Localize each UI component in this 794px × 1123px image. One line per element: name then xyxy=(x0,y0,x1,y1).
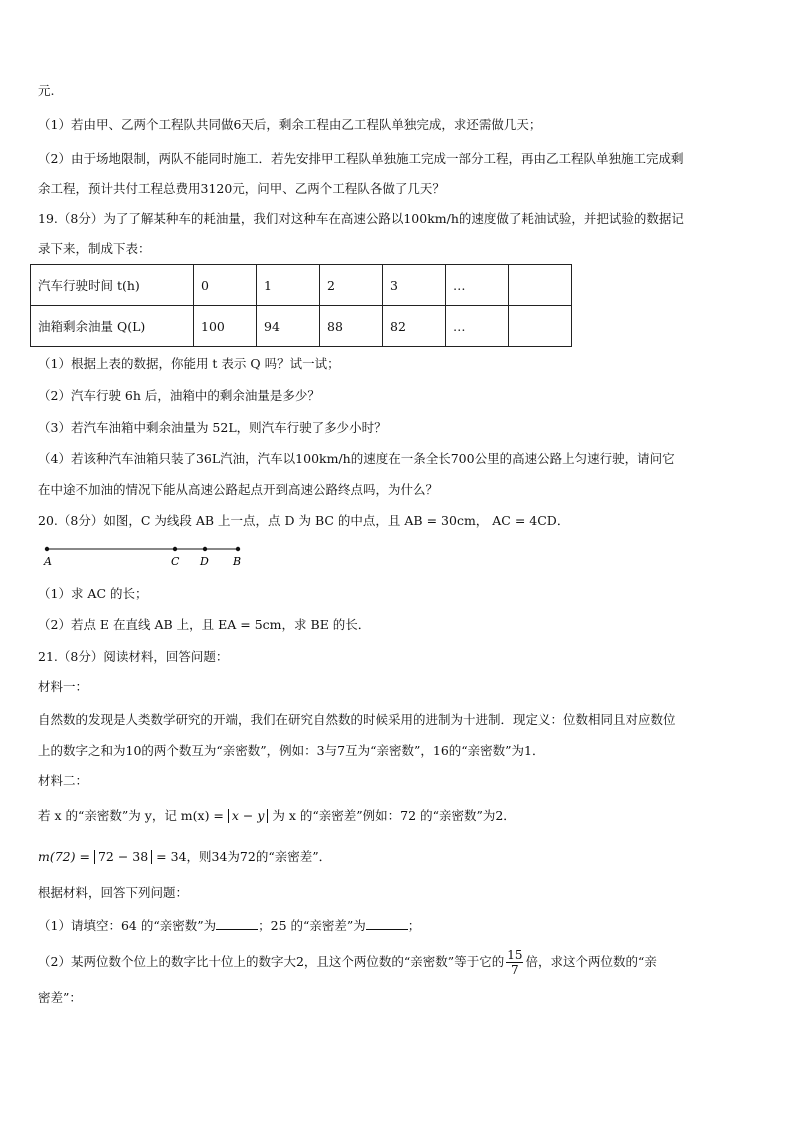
fraction-numerator: 15 xyxy=(507,948,523,962)
table-cell: 1 xyxy=(257,265,320,306)
q19-sub2: （2）汽车行驶 6h 后，油箱中的剩余油量是多少？ xyxy=(38,388,320,403)
table-cell: 88 xyxy=(320,306,383,347)
q21-sub1-part-c: ； xyxy=(407,918,421,933)
q21-sub2-post: 倍，求这个两位数的“亲 xyxy=(525,954,657,969)
q19-sub4-line1: （4）若该种汽车油箱只装了36L汽油，汽车以100km/h的速度在一条全长700公里的高速公路上匀速行驶，请问它 xyxy=(38,451,675,466)
material1-line1: 自然数的发现是人类数学研究的开端，我们在研究自然数的时候采用的进制为十进制．现定义：位数相同且对应数位 xyxy=(38,712,676,727)
material1-title: 材料一： xyxy=(38,679,89,694)
table-cell: 3 xyxy=(383,265,446,306)
q21-sub2-pre: （2）某两位数个位上的数字比十位上的数字大2，且这个两位数的“亲密数”等于它的 xyxy=(38,954,505,969)
table-cell xyxy=(509,306,572,347)
fuel-data-table xyxy=(30,264,572,347)
q19-heading-line2: 录下来，制成下表： xyxy=(38,241,151,256)
material2-line2-post: = 34，则34为72的“亲密差”． xyxy=(156,849,332,864)
point-c-label: C xyxy=(171,555,180,568)
point-a-dot xyxy=(45,547,49,551)
table-cell: 100 xyxy=(194,306,257,347)
point-d-label: D xyxy=(200,555,209,568)
q19-heading-line1: 19.（8分）为了了解某种车的耗油量，我们对这种车在高速公路以100km/h的速度做了耗油试验，并把试验的数据记 xyxy=(38,211,684,226)
q21-sub2-line2: 密差”： xyxy=(38,990,82,1005)
q20-sub2: （2）若点 E 在直线 AB 上，且 EA = 5cm，求 BE 的长． xyxy=(38,617,371,632)
segment-figure xyxy=(40,540,260,577)
q20-sub1: （1）求 AC 的长； xyxy=(38,586,148,601)
point-a-label: A xyxy=(44,555,52,568)
table-cell: 82 xyxy=(383,306,446,347)
abs-value-expression: x − y xyxy=(228,809,269,823)
material1-line2: 上的数字之和为10的两个数互为“亲密数”，例如：3与7互为“亲密数”，16的“亲密数”为1． xyxy=(38,743,545,758)
material2-line2-pre: m(72) = xyxy=(38,849,90,864)
material2-line2 xyxy=(38,849,331,865)
table-cell: … xyxy=(446,306,509,347)
q19-sub3: （3）若汽车油箱中剩余油量为 52L，则汽车行驶了多少小时？ xyxy=(38,420,387,435)
table-cell xyxy=(509,265,572,306)
row-label-fuel: 油箱剩余油量 Q(L) xyxy=(31,306,194,347)
point-b-dot xyxy=(236,547,240,551)
q21-sub1-part-a: （1）请填空：64 的“亲密数”为 xyxy=(38,918,217,933)
q21-heading: 21.（8分）阅读材料，回答问题： xyxy=(38,649,229,664)
table-cell: 2 xyxy=(320,265,383,306)
table-cell: … xyxy=(446,265,509,306)
point-c-dot xyxy=(173,547,177,551)
q21-sub2-line1 xyxy=(38,946,657,978)
basis-text: 根据材料，回答下列问题： xyxy=(38,885,189,900)
answer-blank-2[interactable] xyxy=(366,917,408,930)
abs-value-example: 72 − 38 xyxy=(94,850,152,864)
q19-sub4-line2: 在中途不加油的情况下能从高速公路起点开到高速公路终点吗，为什么？ xyxy=(38,482,439,497)
material2-title: 材料二： xyxy=(38,773,89,788)
q21-sub1 xyxy=(38,917,420,934)
point-b-label: B xyxy=(233,555,242,568)
material2-line1-post: 为 x 的“亲密差”例如：72 的“亲密数”为2． xyxy=(272,808,516,823)
q18-part2-line1: （2）由于场地限制，两队不能同时施工．若先安排甲工程队单独施工完成一部分工程，再由乙工程队单独施工完成剩 xyxy=(38,151,684,166)
continuation-text: 元. xyxy=(38,83,55,98)
fraction xyxy=(506,948,523,977)
material2-line1 xyxy=(38,808,516,824)
q19-sub1: （1）根据上表的数据，你能用 t 表示 Q 吗？试一试； xyxy=(38,356,340,371)
table-cell: 0 xyxy=(194,265,257,306)
answer-blank-1[interactable] xyxy=(216,917,258,930)
segment-diagram xyxy=(40,540,260,574)
table-row xyxy=(31,265,572,306)
material2-line1-pre: 若 x 的“亲密数”为 y，记 m(x) = xyxy=(38,808,224,823)
q21-sub1-part-b: ；25 的“亲密差”为 xyxy=(258,918,366,933)
table-row xyxy=(31,306,572,347)
q18-part2-line2: 余工程，预计共付工程总费用3120元，问甲、乙两个工程队各做了几天？ xyxy=(38,181,445,196)
table-cell: 94 xyxy=(257,306,320,347)
q18-part1: （1）若由甲、乙两个工程队共同做6天后，剩余工程由乙工程队单独完成，求还需做几天； xyxy=(38,117,542,132)
fraction-denominator: 7 xyxy=(511,963,519,977)
point-d-dot xyxy=(203,547,207,551)
q20-heading: 20.（8分）如图，C 为线段 AB 上一点，点 D 为 BC 的中点，且 AB = 30cm， AC = 4CD． xyxy=(38,513,570,528)
row-label-time: 汽车行驶时间 t(h) xyxy=(31,265,194,306)
